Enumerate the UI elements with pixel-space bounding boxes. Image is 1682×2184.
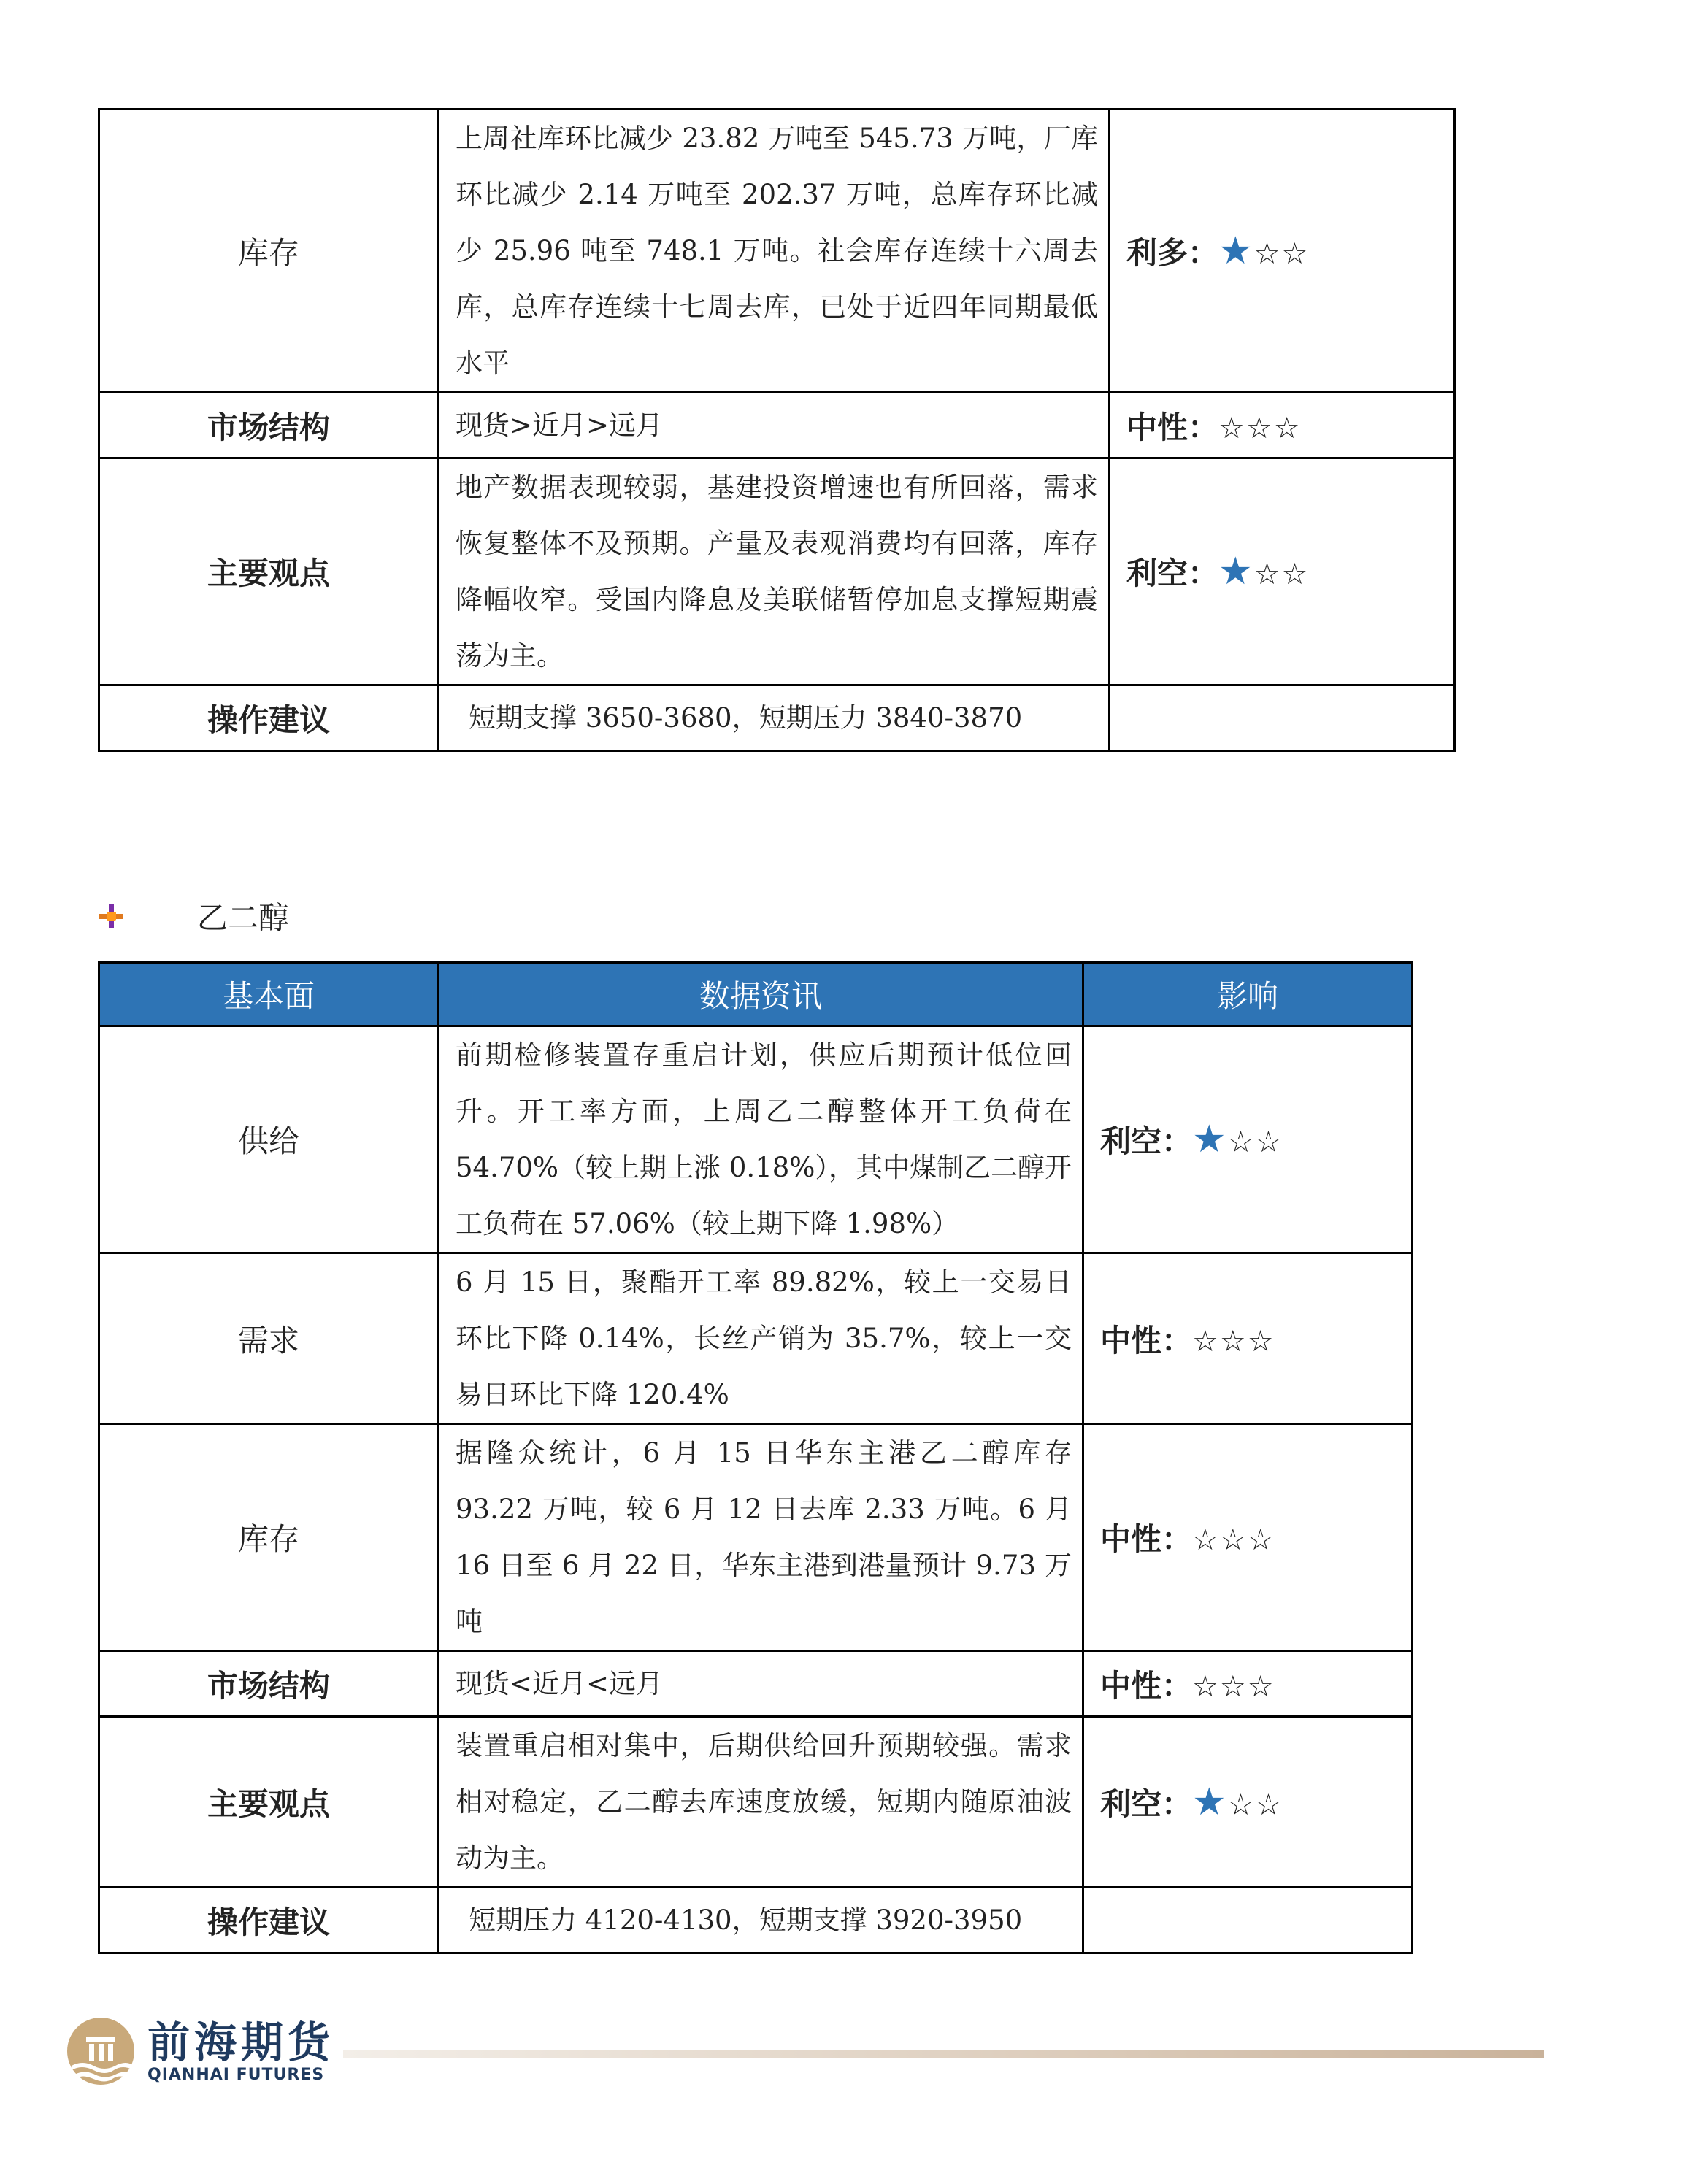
table-2 bbox=[98, 961, 1413, 1954]
logo-chinese-name: 前海期货 bbox=[147, 2017, 335, 2067]
impact-cell bbox=[1110, 109, 1455, 393]
star-empty-icon: ☆☆☆ bbox=[1192, 1324, 1275, 1358]
impact-cell bbox=[1083, 1717, 1413, 1888]
star-empty-icon: ☆☆☆ bbox=[1192, 1523, 1275, 1557]
row-content-text: 6 月 15 日，聚酯开工率 89.82%，较上一交易日环比下降 0.14%，长丝产销为 35.7%，较上一交易日环比下降 120.4% bbox=[456, 1266, 1072, 1410]
star-empty-icon: ☆☆ bbox=[1253, 558, 1310, 591]
star-empty-icon: ☆☆☆ bbox=[1192, 1669, 1275, 1704]
row-content: 现货<近月<远月 bbox=[439, 1651, 1083, 1717]
table-row bbox=[99, 1717, 1413, 1888]
rating-stars bbox=[1192, 1118, 1283, 1161]
row-content-text: 短期支撑 3650-3680，短期压力 3840-3870 bbox=[469, 702, 1023, 734]
footer-logo bbox=[64, 2015, 334, 2088]
rating-stars bbox=[1218, 228, 1310, 273]
star-empty-icon: ☆☆ bbox=[1227, 1126, 1283, 1159]
row-label: 市场结构 bbox=[99, 1651, 439, 1717]
footer-divider bbox=[343, 2050, 1544, 2058]
impact-label: 中性： bbox=[1100, 1521, 1193, 1557]
table-row bbox=[99, 458, 1455, 685]
impact-cell bbox=[1083, 1424, 1413, 1651]
table-row bbox=[99, 1888, 1413, 1953]
table-row bbox=[99, 1253, 1413, 1424]
column-header: 影响 bbox=[1083, 963, 1413, 1026]
impact-cell bbox=[1083, 1888, 1413, 1953]
section-heading bbox=[98, 898, 289, 934]
row-content-text: 上周社库环比减少 23.82 万吨至 545.73 万吨，厂库环比减少 2.14 万吨至 202.37 万吨，总库存环比减少 25.96 吨至 748.1 万吨。社会库存连续十六周去库，总库存连续十七周去库，已处于近四年同期最低水平 bbox=[456, 123, 1098, 379]
table-header-row bbox=[99, 963, 1413, 1026]
row-label: 主要观点 bbox=[99, 1717, 439, 1888]
table-row bbox=[99, 1424, 1413, 1651]
row-content-text: 前期检修装置存重启计划，供应后期预计低位回升。开工率方面，上周乙二醇整体开工负荷在 54.70%（较上期上涨 0.18%），其中煤制乙二醇开工负荷在 57.06%（较上期下降 1.98%） bbox=[456, 1039, 1072, 1239]
rating-stars bbox=[1192, 1670, 1275, 1704]
star-empty-icon: ☆ bbox=[1281, 237, 1310, 271]
rating-stars bbox=[1192, 1780, 1283, 1824]
qianhai-logo-icon bbox=[64, 2015, 137, 2088]
star-empty-icon: ☆☆ bbox=[1227, 1788, 1283, 1822]
row-content bbox=[439, 1717, 1083, 1888]
row-label: 库存 bbox=[99, 1424, 439, 1651]
impact-label: 利多： bbox=[1126, 234, 1219, 271]
row-label: 需求 bbox=[99, 1253, 439, 1424]
impact-cell bbox=[1083, 1651, 1413, 1717]
rating-stars bbox=[1192, 1325, 1275, 1358]
row-label: 供给 bbox=[99, 1026, 439, 1253]
row-content bbox=[439, 685, 1110, 751]
table-row bbox=[99, 685, 1455, 751]
row-content-text: 据隆众统计，6 月 15 日华东主港乙二醇库存 93.22 万吨，较 6 月 12 日去库 2.33 万吨。6 月 16 日至 6 月 22 日，华东主港到港量预计 9.73 万吨 bbox=[456, 1437, 1072, 1637]
table-row bbox=[99, 1651, 1413, 1717]
star-filled-icon: ★ bbox=[1192, 1780, 1228, 1824]
star-filled-icon: ★ bbox=[1192, 1118, 1228, 1161]
table-1 bbox=[98, 108, 1456, 752]
column-header: 基本面 bbox=[99, 963, 439, 1026]
impact-label: 中性： bbox=[1126, 409, 1219, 445]
section-title: 乙二醇 bbox=[197, 900, 290, 936]
column-header: 数据资讯 bbox=[439, 963, 1083, 1026]
impact-label: 利空： bbox=[1100, 1123, 1193, 1159]
impact-label: 中性： bbox=[1100, 1322, 1193, 1358]
logo-english-name: QIANHAI FUTURES bbox=[147, 2065, 325, 2084]
row-content bbox=[439, 109, 1110, 393]
table-row bbox=[99, 393, 1455, 458]
row-label: 操作建议 bbox=[99, 1888, 439, 1953]
section-bullet-icon bbox=[98, 903, 124, 929]
impact-cell bbox=[1110, 393, 1455, 458]
table-row bbox=[99, 1026, 1413, 1253]
impact-cell bbox=[1083, 1026, 1413, 1253]
row-content bbox=[439, 1026, 1083, 1253]
impact-cell bbox=[1110, 458, 1455, 685]
impact-label: 利空： bbox=[1126, 555, 1219, 591]
row-label: 库存 bbox=[99, 109, 439, 393]
impact-label: 中性： bbox=[1100, 1667, 1193, 1704]
row-content bbox=[439, 1424, 1083, 1651]
rating-stars bbox=[1192, 1523, 1275, 1557]
rating-stars bbox=[1218, 550, 1310, 593]
row-content bbox=[439, 458, 1110, 685]
impact-label: 利空： bbox=[1100, 1785, 1193, 1822]
row-content-text: 短期压力 4120-4130，短期支撑 3920-3950 bbox=[469, 1904, 1023, 1936]
row-label: 市场结构 bbox=[99, 393, 439, 458]
impact-cell bbox=[1110, 685, 1455, 751]
table-row bbox=[99, 109, 1455, 393]
rating-stars bbox=[1218, 412, 1302, 445]
impact-cell bbox=[1083, 1253, 1413, 1424]
star-filled-icon: ★ bbox=[1218, 228, 1254, 273]
star-filled-icon: ★ bbox=[1218, 550, 1254, 593]
star-empty-icon: ☆☆☆ bbox=[1218, 411, 1302, 445]
row-content bbox=[439, 1253, 1083, 1424]
row-label: 操作建议 bbox=[99, 685, 439, 751]
row-content bbox=[439, 1888, 1083, 1953]
star-empty-icon: ☆ bbox=[1253, 237, 1282, 271]
row-content-text: 装置重启相对集中，后期供给回升预期较强。需求相对稳定，乙二醇去库速度放缓，短期内随原油波动为主。 bbox=[456, 1730, 1072, 1874]
row-label: 主要观点 bbox=[99, 458, 439, 685]
row-content-text: 地产数据表现较弱，基建投资增速也有所回落，需求恢复整体不及预期。产量及表观消费均有回落，库存降幅收窄。受国内降息及美联储暂停加息支撑短期震荡为主。 bbox=[456, 472, 1098, 672]
row-content: 现货>近月>远月 bbox=[439, 393, 1110, 458]
